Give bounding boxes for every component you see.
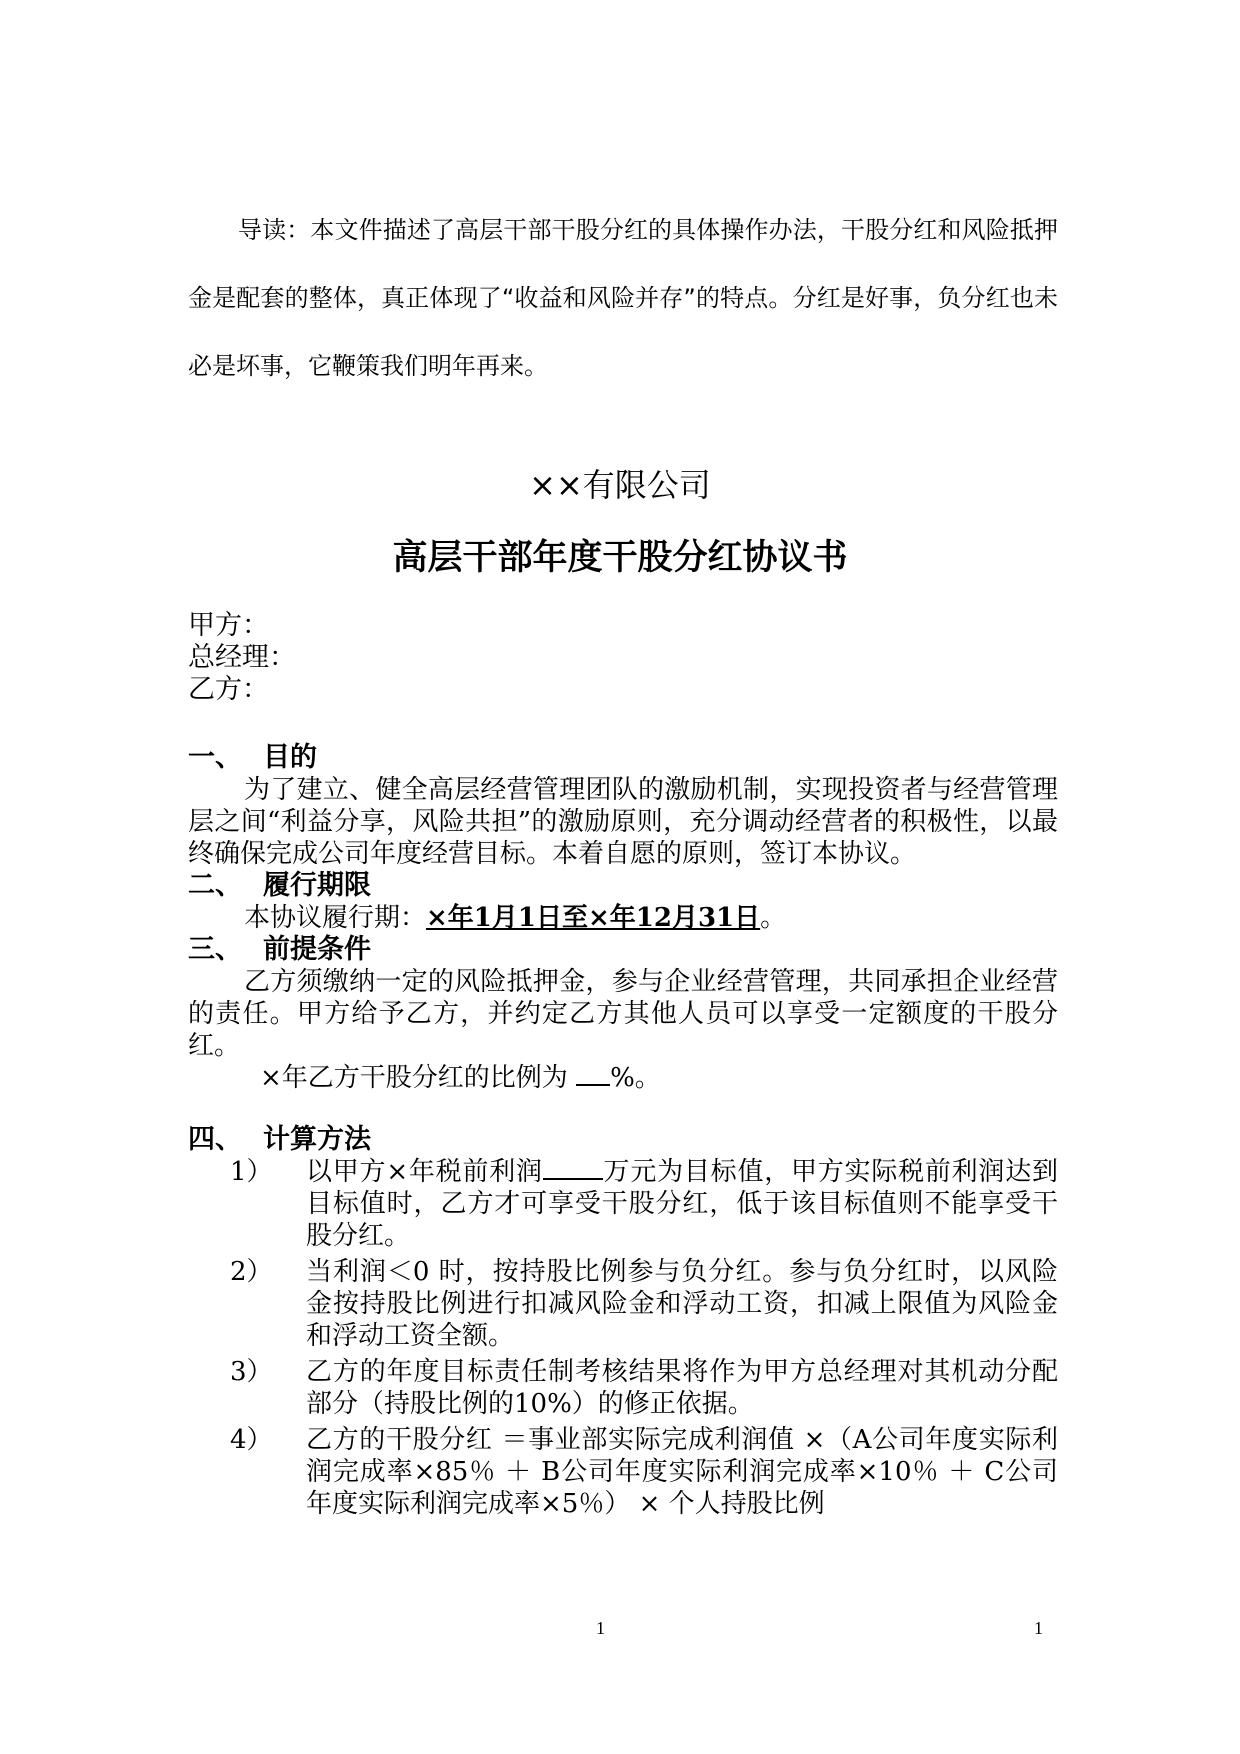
ratio-blank bbox=[576, 1062, 610, 1086]
party-a-label: 甲方： bbox=[188, 610, 269, 641]
agreement-body bbox=[188, 742, 1058, 1524]
page-number-right: 1 bbox=[1034, 1618, 1043, 1638]
calculation-list bbox=[188, 1156, 1058, 1520]
section-heading-term bbox=[188, 870, 1058, 902]
section-text-conditions: 乙方须缴纳一定的风险抵押金，参与企业经营管理，共同承担企业经营的责任。甲方给予乙方，并约定乙方其他人员可以享受一定额度的干股分红。 bbox=[188, 967, 1058, 1061]
section-title: 计算方法 bbox=[263, 1124, 371, 1155]
list-item bbox=[188, 1256, 1058, 1352]
term-end: 。 bbox=[760, 903, 787, 933]
list-item-number: 2） bbox=[230, 1257, 273, 1287]
list-item-number: 4） bbox=[230, 1425, 273, 1455]
item-text-before: 以甲方×年税前利润 bbox=[306, 1157, 543, 1187]
section-heading-calculation bbox=[188, 1124, 1058, 1156]
general-manager-label: 总经理： bbox=[188, 642, 296, 673]
company-name: ××有限公司 bbox=[529, 466, 711, 504]
profit-blank bbox=[543, 1156, 603, 1180]
parties-block bbox=[188, 610, 296, 706]
party-b-label: 乙方： bbox=[188, 674, 269, 705]
list-item-number: 1） bbox=[230, 1157, 273, 1187]
page-number-center: 1 bbox=[596, 1618, 605, 1638]
term-period: ×年1月1日至×年12月31日 bbox=[426, 903, 761, 933]
document-title: 高层干部年度干股分红协议书 bbox=[392, 538, 848, 578]
list-item bbox=[188, 1356, 1058, 1420]
section-heading-conditions bbox=[188, 934, 1058, 966]
list-item bbox=[188, 1156, 1058, 1252]
section-title: 目的 bbox=[263, 742, 317, 773]
section-heading-purpose bbox=[188, 742, 1058, 774]
intro-text: 导读：本文件描述了高层干部干股分红的具体操作办法，干股分红和风险抵押金是配套的整体，真正体现了“收益和风险并存”的特点。分红是好事，负分红也未必是坏事，它鞭策我们明年再来。 bbox=[188, 216, 1058, 380]
dividend-ratio-line bbox=[188, 1062, 1058, 1094]
ratio-label: ×年乙方干股分红的比例为 bbox=[260, 1063, 568, 1093]
list-item-number: 3） bbox=[230, 1357, 273, 1387]
list-item-text: 乙方的年度目标责任制考核结果将作为甲方总经理对其机动分配部分（持股比例的10%）的修正依据。 bbox=[306, 1357, 1058, 1419]
section-title: 前提条件 bbox=[263, 934, 371, 965]
ratio-suffix: %。 bbox=[610, 1063, 661, 1093]
section-number: 三、 bbox=[188, 934, 242, 965]
item-text-after: 万元为目标值，甲方实际税前利润达到目标值时，乙方才可享受干股分红，低于该目标值则不能享受干股分红。 bbox=[306, 1157, 1058, 1251]
list-item bbox=[188, 1424, 1058, 1520]
section-number: 一、 bbox=[188, 742, 242, 773]
section-number: 二、 bbox=[188, 870, 242, 901]
intro-paragraph bbox=[188, 196, 1058, 400]
list-item-text bbox=[306, 1156, 1058, 1252]
section-text-term bbox=[188, 902, 1058, 934]
section-text-purpose: 为了建立、健全高层经营管理团队的激励机制，实现投资者与经营管理层之间“利益分享，风险共担”的激励原则，充分调动经营者的积极性，以最终确保完成公司年度经营目标。本着自愿的原则，签订本协议。 bbox=[188, 775, 1058, 869]
list-item-text: 当利润＜0 时，按持股比例参与负分红。参与负分红时，以风险金按持股比例进行扣减风险金和浮动工资，扣减上限值为风险金和浮动工资全额。 bbox=[306, 1257, 1058, 1351]
section-number: 四、 bbox=[188, 1124, 242, 1155]
list-item-text: 乙方的干股分红 ＝事业部实际完成利润值 ×（A公司年度实际利润完成率×85％ ＋ B公司年度实际利润完成率×10％ ＋ C公司年度实际利润完成率×5％） × 个人持股比例 bbox=[306, 1425, 1058, 1519]
section-title: 履行期限 bbox=[263, 870, 371, 901]
term-label: 本协议履行期： bbox=[244, 903, 427, 933]
